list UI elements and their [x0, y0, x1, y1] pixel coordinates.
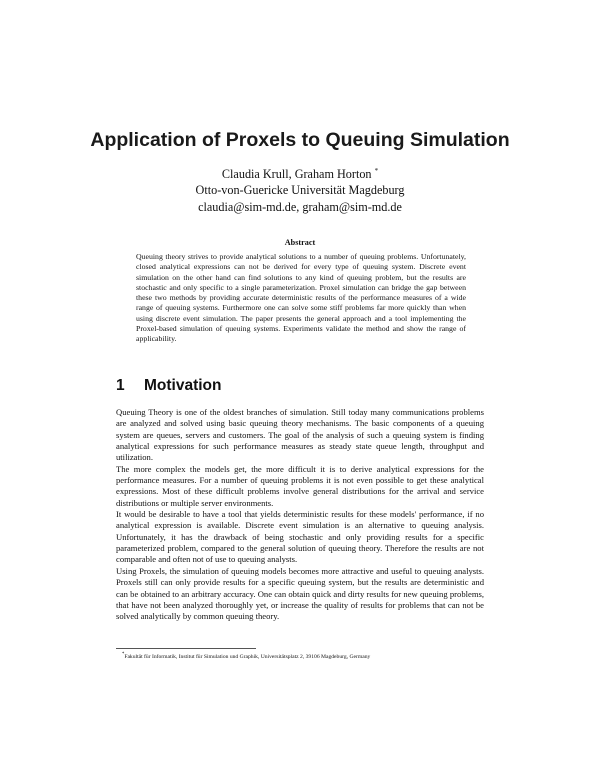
section-body	[116, 407, 484, 623]
footnote	[116, 651, 484, 661]
footnote-text: Fakultät für Informatik, Institut für Simulation und Graphik, Universitätsplatz 2, 39106 Magdeburg, Germany	[124, 653, 371, 660]
body-paragraph: It would be desirable to have a tool that yields deterministic results for these models' performance, if no analytical expression is available. Discrete event simulation is an alternative to queuing analysis. Unfortunately, it has the drawback of being stochastic and only providing results for a specific parameterized problem, compared to the general solution of queuing theory. Therefore the results are not comparable and often not of use to queuing analysts.	[116, 509, 484, 565]
abstract-text: Queuing theory strives to provide analytical solutions to a number of queuing problems. Unfortunately, closed analytical expressions can not be derived for every type of queuing system. Discrete event simulation on the other hand can find solutions to any kind of queuing problem, but the results are stochastic and only specific to a single parameterization. Proxel simulation can bridge the gap between these two methods by providing accurate deterministic results of the performance measures of a wide range of queuing systems. Furthermore one can solve some stiff problems far more quickly than when using discrete event simulation. The paper presents the general approach and a tool implementing the Proxel-based simulation of queuing systems. Experiments validate the method and show the range of applicability.	[136, 252, 466, 344]
body-paragraph: Using Proxels, the simulation of queuing models becomes more attractive and useful to queuing analysts. Proxels still can only provide results for a specific queuing system, but the results are deterministic and can be obtained to an arbitrary accuracy. One can obtain quick and dirty results for new queuing problems, that have not been analyzed thoroughly yet, or increase the quality of results for problems that can not be solved analytically by common queuing theory.	[116, 565, 484, 622]
affiliation: Otto-von-Guericke Universität Magdeburg	[195, 183, 405, 198]
author-line	[0, 163, 600, 182]
body-paragraph: Queuing Theory is one of the oldest branches of simulation. Still today many communications problems are analyzed and solved using basic queuing theory mechanisms. The basic components of a queuing system are queues, servers and customers. The goal of the analysis of such a queuing system is finding analytical expressions for such performance measures as steady state queue length, throughput and utilization.	[116, 407, 484, 463]
abstract-heading: Abstract	[284, 238, 316, 247]
author-block	[0, 163, 600, 215]
section-title: Motivation	[144, 377, 222, 394]
author-names: Claudia Krull, Graham Horton	[221, 167, 372, 182]
author-footnote-mark: *	[374, 167, 379, 175]
footnote-divider	[116, 648, 256, 649]
section-heading	[116, 377, 222, 395]
section-number: 1	[116, 377, 125, 394]
paper-title: Application of Proxels to Queuing Simulation	[90, 129, 510, 151]
author-emails: claudia@sim-md.de, graham@sim-md.de	[198, 199, 402, 214]
body-paragraph: The more complex the models get, the more difficult it is to derive analytical expressions for the performance measures. For a number of queuing problems it is not even possible to get these analytical expressions. Most of these difficult problems involve general distributions for the arrival and service distributions or multiple server environments.	[116, 463, 484, 508]
footnote-mark: *	[122, 652, 125, 657]
